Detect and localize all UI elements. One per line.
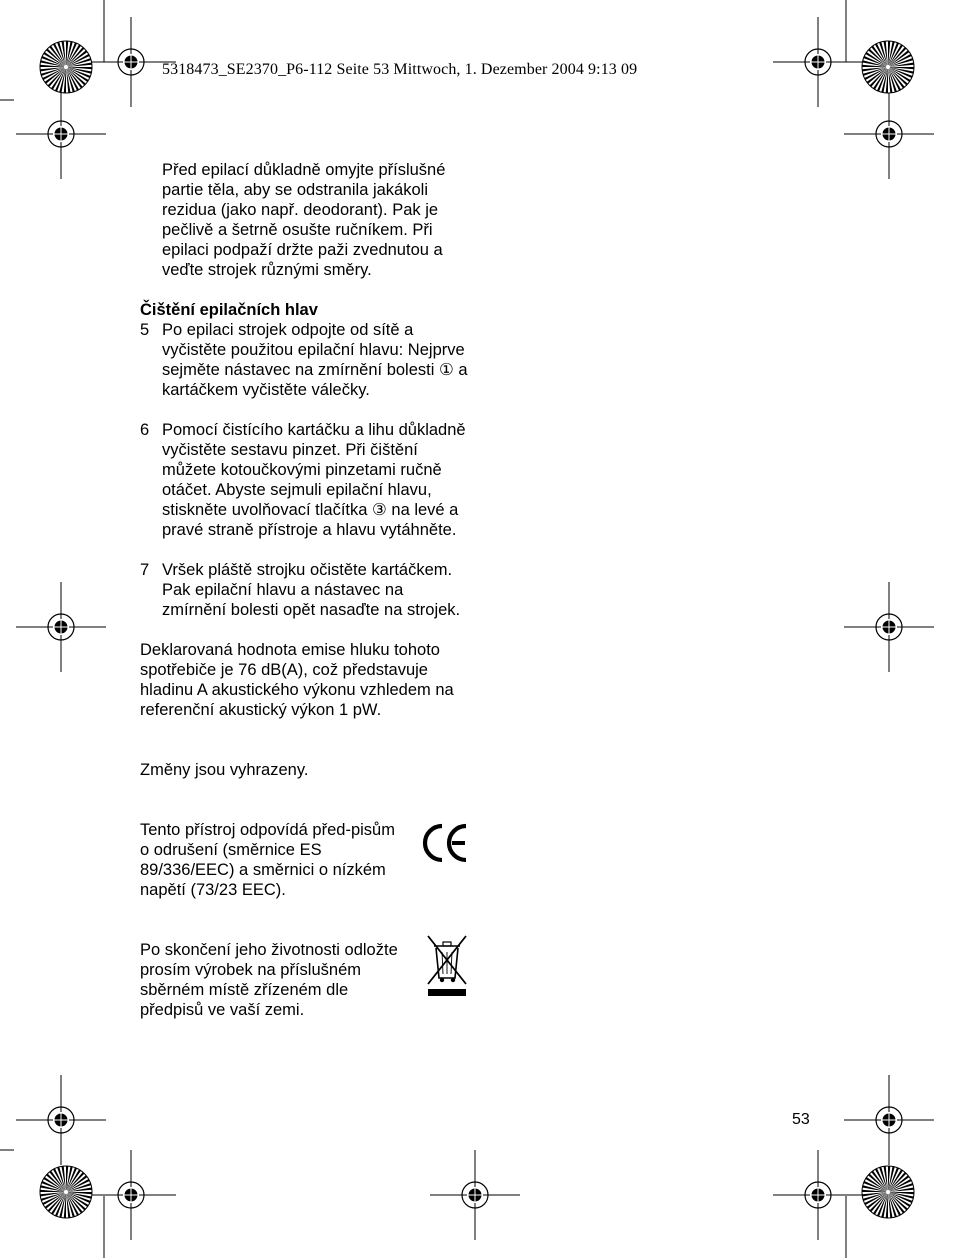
registration-mark-icon — [16, 1075, 106, 1165]
registration-mark-icon — [430, 1150, 520, 1240]
registration-mark-icon — [773, 17, 863, 107]
registration-mark-icon — [16, 582, 106, 672]
step-text: Vršek pláště strojku očistěte kartáčkem. Pak epilační hlavu a nástavec na zmírnění bolesti opět nasaďte na strojek. — [162, 561, 461, 619]
starburst-target-icon — [40, 1166, 92, 1218]
registration-mark-icon — [16, 89, 106, 179]
starburst-target-icon — [862, 1166, 914, 1218]
noise-paragraph: Deklarovaná hodnota emise hluku tohoto spotřebiče je 76 dB(A), což představuje hladinu A akustického výkonu vzhledem na referenční akustický výkon 1 pW. — [140, 641, 454, 719]
ce-mark-icon — [422, 822, 470, 869]
registration-mark-icon — [844, 89, 934, 179]
changes-notice: Změny jsou vyhrazeny. — [140, 761, 309, 779]
compliance-paragraph: Tento přístroj odpovídá před-pisům o odrušení (směrnice ES 89/336/EEC) a směrnici o nízkém napětí (73/23 EEC). — [140, 821, 395, 899]
section-heading: Čištění epilačních hlav — [140, 301, 318, 319]
crossed-bin-icon — [424, 934, 470, 1003]
intro-paragraph: Před epilací důkladně omyjte příslušné partie těla, aby se odstranila jakákoli rezidua (jako např. deodorant). Pak je pečlivě a šetrně osušte ručníkem. Při epilaci podpaží držte paži zvednutou a veďte strojek různými směry. — [162, 161, 446, 279]
registration-mark-icon — [844, 1075, 934, 1165]
step-number: 7 — [140, 561, 150, 579]
starburst-target-icon — [862, 41, 914, 93]
page-number: 53 — [792, 1111, 810, 1128]
disposal-paragraph: Po skončení jeho životnosti odložte prosím výrobek na příslušném sběrném místě zřízeném dle předpisů ve vaší zemi. — [140, 941, 398, 1019]
registration-mark-icon — [773, 1150, 863, 1240]
starburst-target-icon — [40, 41, 92, 93]
registration-mark-icon — [844, 582, 934, 672]
step-item — [140, 560, 470, 620]
disposal-block — [140, 940, 470, 1020]
print-slug: 5318473_SE2370_P6-112 Seite 53 Mittwoch, 1. Dezember 2004 9:13 09 — [162, 61, 638, 78]
registration-mark-icon — [86, 1150, 176, 1240]
step-number: 6 — [140, 421, 150, 439]
compliance-block — [140, 820, 470, 900]
step-item — [140, 320, 470, 400]
step-item — [140, 420, 470, 540]
step-text: Pomocí čistícího kartáčku a lihu důkladně vyčistěte sestavu pinzet. Při čištění můžete kotoučkovými pinzetami ručně otáčet. Abyste sejmuli epilační hlavu, stiskněte uvolňovací tlačítka ③ na levé a pravé straně přístroje a hlavu vytáhněte. — [162, 421, 466, 539]
main-content — [140, 160, 470, 1020]
step-number: 5 — [140, 321, 150, 339]
step-text: Po epilaci strojek odpojte od sítě a vyčistěte použitou epilační hlavu: Nejprve sejměte nástavec na zmírnění bolesti ① a kartáčkem vyčistěte válečky. — [162, 321, 468, 399]
